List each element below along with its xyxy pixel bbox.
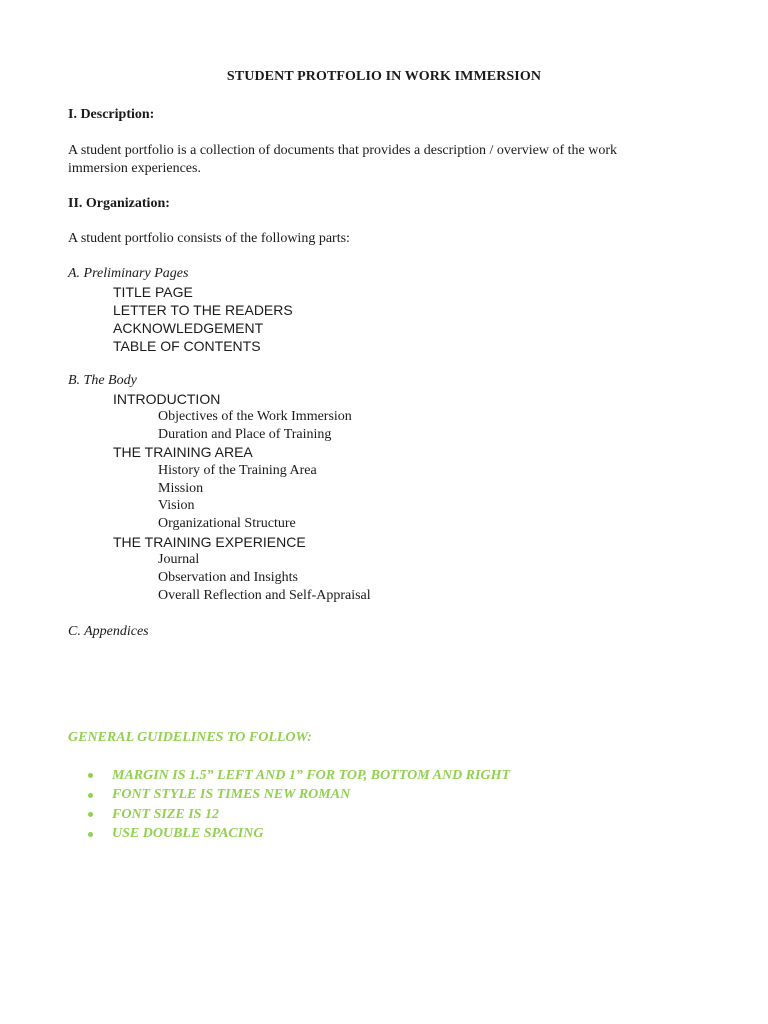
preliminary-item: LETTER TO THE READERS xyxy=(113,302,293,318)
guideline-text: USE DOUBLE SPACING xyxy=(112,826,264,842)
body-subitem: Vision xyxy=(158,498,195,513)
body-group-training-area: THE TRAINING AREA xyxy=(113,444,253,460)
body-subitem: Organizational Structure xyxy=(158,516,296,531)
organization-heading: II. Organization: xyxy=(68,196,170,211)
guideline-item xyxy=(88,766,510,786)
preliminary-item: TABLE OF CONTENTS xyxy=(113,338,261,354)
preliminary-item: TITLE PAGE xyxy=(113,284,193,300)
body-group-training-experience: THE TRAINING EXPERIENCE xyxy=(113,534,306,550)
bullet-icon xyxy=(88,832,93,837)
page-title: STUDENT PROTFOLIO IN WORK IMMERSION xyxy=(226,69,542,84)
body-subitem: Observation and Insights xyxy=(158,570,298,585)
guidelines-title: GENERAL GUIDELINES TO FOLLOW: xyxy=(68,730,312,745)
body-group-introduction: INTRODUCTION xyxy=(113,391,221,407)
guideline-item xyxy=(88,786,510,806)
description-heading: I. Description: xyxy=(68,107,155,122)
appendices-label: C. Appendices xyxy=(68,624,149,639)
organization-intro: A student portfolio consists of the following parts: xyxy=(68,231,350,246)
body-subitem: Objectives of the Work Immersion xyxy=(158,409,352,424)
body-label: B. The Body xyxy=(68,373,137,388)
guideline-item xyxy=(88,825,510,845)
guideline-text: MARGIN IS 1.5” LEFT AND 1” FOR TOP, BOTTOM AND RIGHT xyxy=(112,767,511,783)
bullet-icon xyxy=(88,812,93,817)
bullet-icon xyxy=(88,793,93,798)
guideline-text: FONT STYLE IS TIMES NEW ROMAN xyxy=(112,787,351,803)
body-subitem: Mission xyxy=(158,481,204,496)
bullet-icon xyxy=(88,773,93,778)
body-subitem: History of the Training Area xyxy=(158,463,317,478)
preliminary-pages-label: A. Preliminary Pages xyxy=(68,266,189,281)
guideline-item xyxy=(88,805,510,825)
description-text: A student portfolio is a collection of documents that provides a description / overview of the work immersion experiences. xyxy=(68,143,617,176)
guideline-text: FONT SIZE IS 12 xyxy=(112,806,219,822)
body-subitem: Journal xyxy=(158,552,200,567)
body-subitem: Duration and Place of Training xyxy=(158,427,332,442)
preliminary-item: ACKNOWLEDGEMENT xyxy=(113,320,264,336)
body-subitem: Overall Reflection and Self-Appraisal xyxy=(158,588,371,603)
guidelines-list xyxy=(88,766,510,844)
